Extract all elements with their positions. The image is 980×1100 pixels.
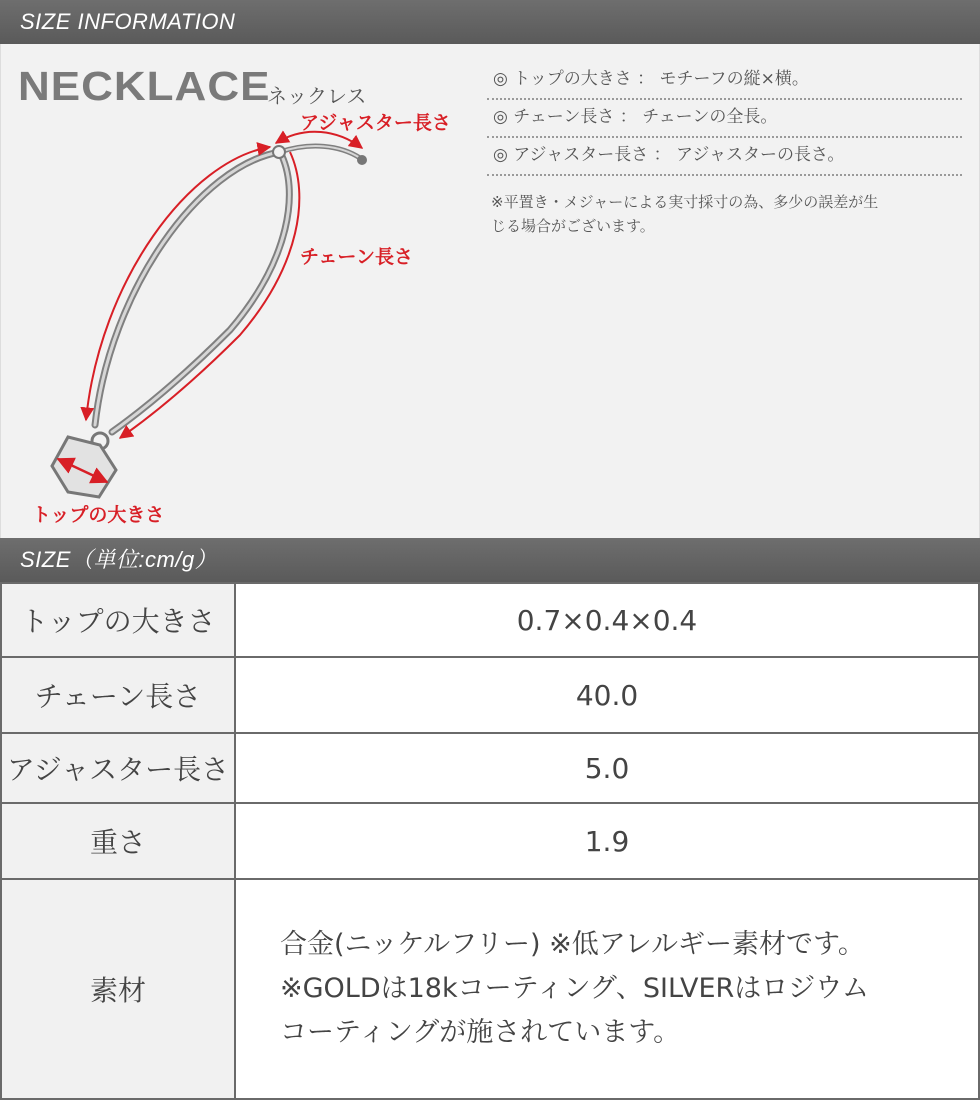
size-table [0, 582, 980, 1100]
row-value-chain-length: 40.0 [235, 657, 979, 733]
material-line: コーティングが施されています。 [280, 1017, 681, 1048]
adjuster-end [357, 155, 367, 165]
row-value-material [235, 879, 979, 1099]
row-label-top-size: トップの大きさ [1, 583, 235, 657]
table-row [1, 733, 979, 803]
note-item: ◎ アジャスター長さ ： アジャスターの長さ。 [487, 140, 962, 176]
label-top-size: トップの大きさ [32, 504, 165, 526]
row-label-material: 素材 [1, 879, 235, 1099]
row-label-weight: 重さ [1, 803, 235, 879]
row-label-adjuster-length: アジャスター長さ [1, 733, 235, 803]
table-row [1, 879, 979, 1099]
section-header-size-unit: SIZE（単位:cm/g） [0, 538, 980, 582]
clasp-ring [273, 146, 285, 158]
note-item: ◎ チェーン長さ ： チェーンの全長。 [487, 102, 962, 138]
label-chain-length: チェーン長さ [300, 246, 414, 268]
material-line: ※GOLDは18kコーティング、SILVERはロジウム [280, 973, 870, 1004]
table-row [1, 657, 979, 733]
necklace-subtitle: ネックレス [267, 84, 367, 108]
row-value-top-size: 0.7×0.4×0.4 [235, 583, 979, 657]
disclaimer-line: じる場合がございます。 [491, 217, 655, 235]
row-value-weight: 1.9 [235, 803, 979, 879]
measurement-disclaimer [487, 190, 962, 238]
section-header-size-information: SIZE INFORMATION [0, 0, 980, 44]
table-row [1, 803, 979, 879]
necklace-title: NECKLACE [18, 64, 271, 110]
material-line: 合金(ニッケルフリー) ※低アレルギー素材です。 [280, 929, 865, 960]
disclaimer-line: ※平置き・メジャーによる実寸採寸の為、多少の誤差が生 [491, 193, 879, 211]
chain-arrow-right [120, 152, 299, 438]
row-value-adjuster-length: 5.0 [235, 733, 979, 803]
note-item: ◎ トップの大きさ ： モチーフの縦×横。 [487, 64, 962, 100]
table-row [1, 583, 979, 657]
size-notes [487, 64, 962, 238]
row-label-chain-length: チェーン長さ [1, 657, 235, 733]
label-adjuster-length: アジャスター長さ [300, 112, 451, 134]
